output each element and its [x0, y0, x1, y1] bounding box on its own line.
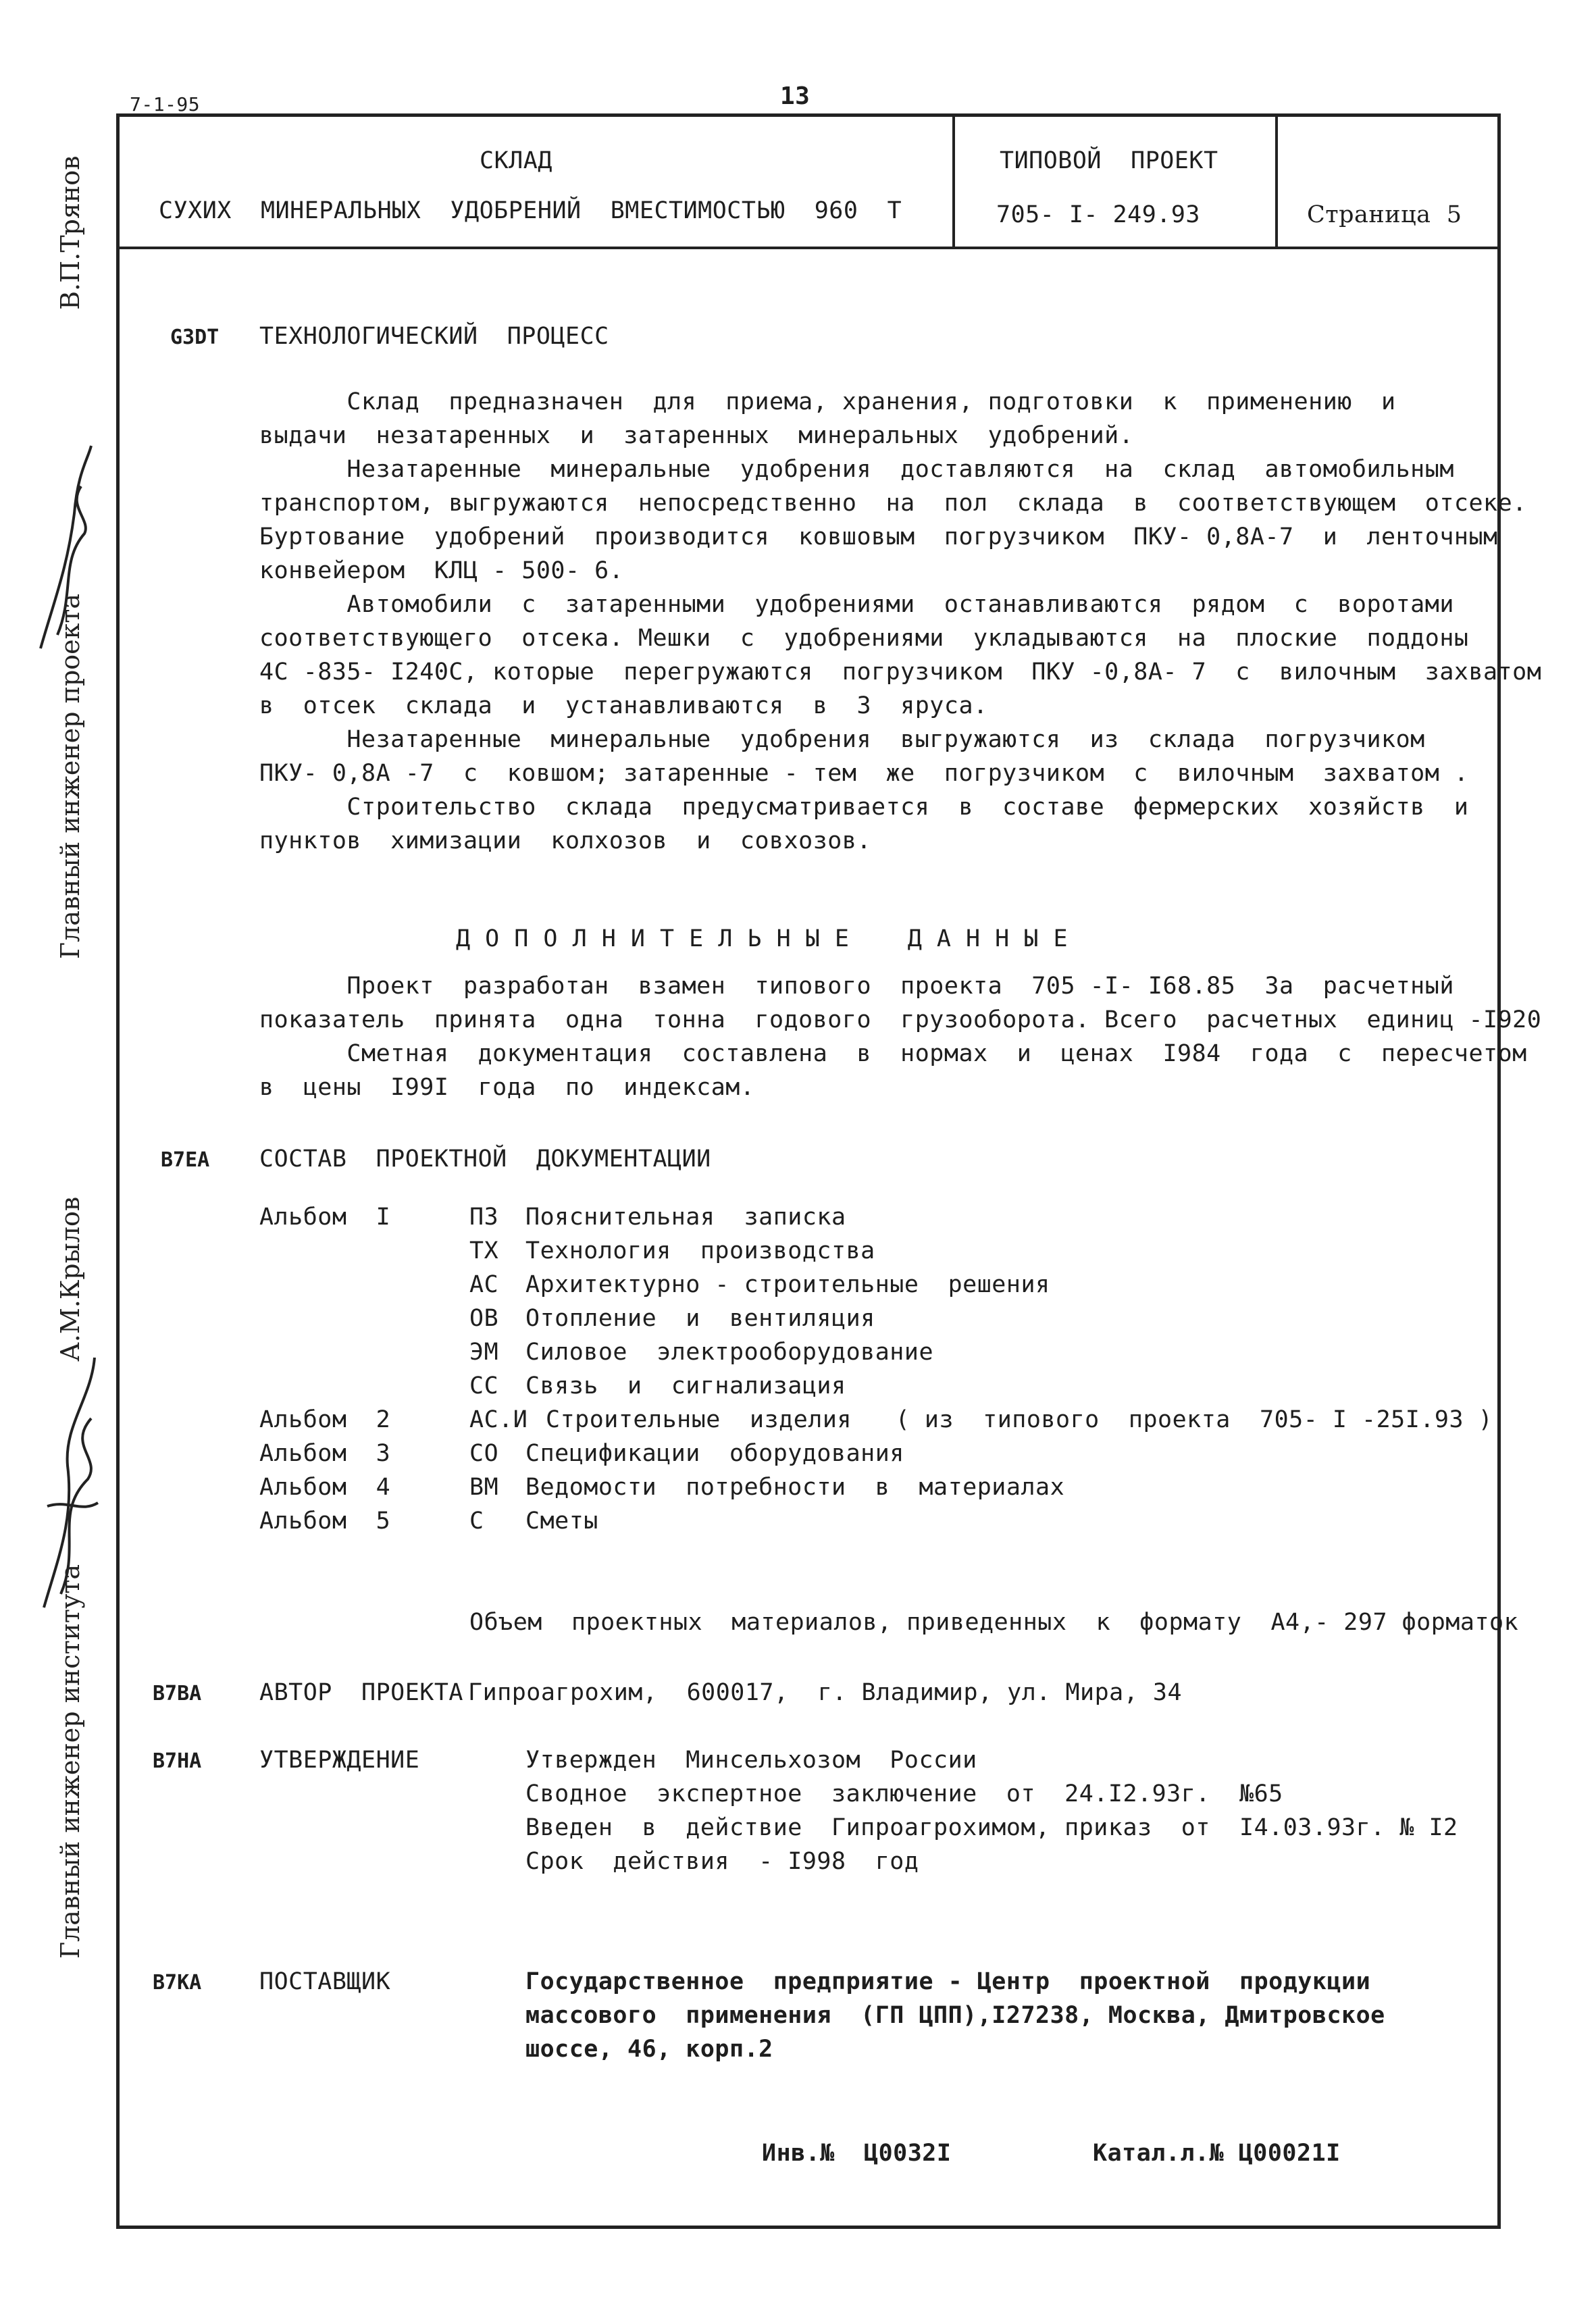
section3-code: B7EA: [161, 1148, 210, 1172]
album-code: ТХ: [469, 1237, 499, 1264]
supplier-line: Государственное предприятие - Центр проектной продукции: [525, 1968, 1371, 1995]
section1-line: в отсек склада и устанавливаются в 3 яруса.: [259, 692, 988, 719]
approval-label: УТВЕРЖДЕНИЕ: [259, 1747, 420, 1774]
approval-line: Сводное экспертное заключение от 24.I2.93г. №65: [525, 1780, 1283, 1807]
project-number: 705- I- 249.93: [996, 201, 1201, 228]
project-label: ТИПОВОЙ ПРОЕКТ: [1000, 147, 1218, 174]
section3-title: СОСТАВ ПРОЕКТНОЙ ДОКУМЕНТАЦИИ: [259, 1146, 711, 1173]
album-code: АС.И: [469, 1406, 528, 1433]
chief-institute-engineer-label: Главный инженер института: [55, 1564, 85, 1959]
header-divider-v1: [952, 113, 955, 248]
section1-line: соответствующего отсека. Мешки с удобрениями укладываются на плоские поддоны: [259, 625, 1469, 652]
approval-line: Срок действия - I998 год: [525, 1848, 919, 1875]
author-label: АВТОР ПРОЕКТА: [259, 1679, 464, 1706]
supplier-code: B7KA: [153, 1971, 202, 1995]
album-desc: Технология производства: [525, 1237, 875, 1264]
album-desc: Ведомости потребности в материалах: [525, 1474, 1065, 1501]
approval-line: Введен в действие Гипроагрохимом, приказ от I4.03.93г. № I2: [525, 1814, 1458, 1841]
doc-code: 7-1-95: [130, 93, 201, 115]
section1-line: Буртование удобрений производится ковшовым погрузчиком ПКУ- 0,8А-7 и ленточным: [259, 523, 1498, 550]
album-code: ВМ: [469, 1474, 499, 1501]
album-desc: Пояснительная записка: [525, 1204, 846, 1231]
section2-line: показатель принята одна тонна годового грузооборота. Всего расчетных единиц -I920: [259, 1006, 1542, 1033]
section2-title: Д О П О Л Н И Т Е Л Ь Н Ы Е Д А Н Н Ы Е: [456, 925, 1069, 952]
signature-project-engineer: [27, 432, 101, 655]
section1-line: пунктов химизации колхозов и совхозов.: [259, 827, 872, 854]
section1-line: выдачи незатаренных и затаренных минеральных удобрений.: [259, 422, 1134, 449]
header-title-line2: СУХИХ МИНЕРАЛЬНЫХ УДОБРЕНИЙ ВМЕСТИМОСТЬЮ 960 Т: [159, 197, 902, 224]
album-code: ОВ: [469, 1305, 499, 1332]
album-code: С: [469, 1508, 484, 1535]
album-code: СО: [469, 1440, 499, 1467]
section1-line: Незатаренные минеральные удобрения выгружаются из склада погрузчиком: [259, 726, 1425, 753]
album-number: Альбом 3: [259, 1440, 391, 1467]
header-divider-v2: [1275, 113, 1278, 248]
section1-line: Автомобили с затаренными удобрениями останавливаются рядом с воротами: [259, 591, 1454, 618]
section1-line: Строительство склада предусматривается в составе фермерских хозяйств и: [259, 794, 1469, 821]
approval-line: Утвержден Минсельхозом России: [525, 1747, 977, 1774]
author-code: B7BA: [153, 1682, 202, 1705]
section1-line: конвейером КЛЦ - 500- 6.: [259, 557, 624, 584]
author-value: Гипроагрохим, 600017, г. Владимир, ул. Мира, 34: [468, 1679, 1183, 1706]
album-number: Альбом 4: [259, 1474, 391, 1501]
chief-project-engineer-name: В.П.Трянов: [55, 155, 85, 310]
album-number: Альбом 5: [259, 1508, 391, 1535]
inventory-number: Инв.№ Ц0032I: [762, 2140, 952, 2167]
approval-code: B7HA: [153, 1749, 202, 1773]
section2-line: Проект разработан взамен типового проекта 705 -I- I68.85 За расчетный: [259, 973, 1454, 1000]
album-code: СС: [469, 1372, 499, 1399]
section2-line: в цены I99I года по индексам.: [259, 1074, 755, 1101]
album-desc: Строительные изделия ( из типового проекта 705- I -25I.93 ): [546, 1406, 1493, 1433]
section1-line: Незатаренные минеральные удобрения доставляются на склад автомобильным: [259, 456, 1454, 483]
page-number: 13: [780, 82, 810, 110]
supplier-line: шоссе, 46, корп.2: [525, 2036, 773, 2063]
album-desc: Связь и сигнализация: [525, 1372, 846, 1399]
album-desc: Спецификации оборудования: [525, 1440, 904, 1467]
section1-line: ПКУ- 0,8А -7 с ковшом; затаренные - тем же погрузчиком с вилочным захватом .: [259, 760, 1469, 787]
section1-title: ТЕХНОЛОГИЧЕСКИЙ ПРОЦЕСС: [259, 323, 609, 350]
album-code: АС: [469, 1271, 499, 1298]
page-label: Страница 5: [1307, 201, 1462, 228]
volume-note: Объем проектных материалов, приведенных к формату А4,- 297 форматок: [469, 1609, 1519, 1636]
section1-code: G3DT: [170, 326, 220, 349]
supplier-label: ПОСТАВЩИК: [259, 1968, 391, 1995]
header-divider: [116, 247, 1501, 249]
section1-line: транспортом, выгружаются непосредственно на пол склада в соответствующем отсеке.: [259, 490, 1527, 517]
album-desc: Архитектурно - строительные решения: [525, 1271, 1050, 1298]
chief-institute-engineer-name: А.М.Крылов: [55, 1196, 85, 1362]
header-title-line1: СКЛАД: [480, 147, 552, 174]
album-number: Альбом 2: [259, 1406, 391, 1433]
album-desc: Сметы: [525, 1508, 598, 1535]
section1-line: 4С -835- I240С, которые перегружаются погрузчиком ПКУ -0,8А- 7 с вилочным захватом: [259, 659, 1542, 686]
album-number: Альбом I: [259, 1204, 391, 1231]
section2-line: Сметная документация составлена в нормах и ценах I984 года с пересчетом: [259, 1040, 1527, 1067]
album-desc: Отопление и вентиляция: [525, 1305, 875, 1332]
signature-institute-engineer: [27, 1344, 108, 1614]
chief-project-engineer-label: Главный инженер проекта: [55, 593, 85, 959]
album-desc: Силовое электрооборудование: [525, 1339, 934, 1366]
section1-line: Склад предназначен для приема, хранения, подготовки к применению и: [259, 388, 1396, 415]
album-code: ЭМ: [469, 1339, 499, 1366]
supplier-line: массового применения (ГП ЦПП),I27238, Москва, Дмитровское: [525, 2002, 1385, 2029]
catalog-number: Катал.л.№ Ц00021I: [1093, 2140, 1341, 2167]
album-code: ПЗ: [469, 1204, 499, 1231]
